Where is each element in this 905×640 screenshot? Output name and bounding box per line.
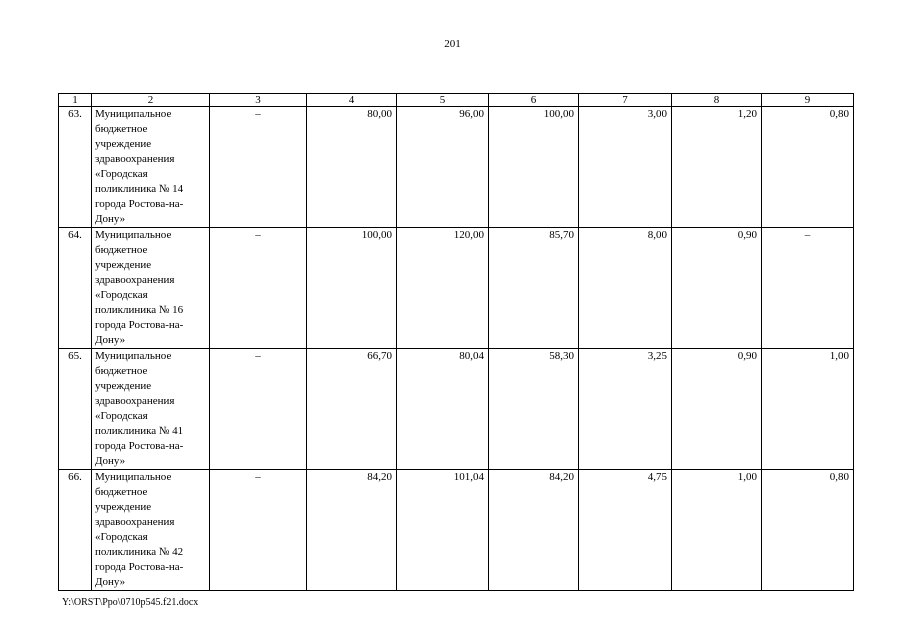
- table-row: [59, 228, 854, 349]
- table-row: [59, 107, 854, 228]
- table-cell: 3,00: [579, 107, 672, 228]
- table-cell: 80,04: [397, 349, 489, 470]
- table-cell: 4,75: [579, 470, 672, 591]
- table-cell: –: [210, 228, 307, 349]
- column-header: 1: [59, 94, 92, 107]
- table-cell: 58,30: [489, 349, 579, 470]
- table-cell: 1,00: [762, 349, 854, 470]
- table-cell: –: [210, 349, 307, 470]
- column-header: 8: [672, 94, 762, 107]
- institution-name: Муниципальное бюджетное учреждение здравоохранения «Городская поликлиника № 42 города Ростова-на-Дону»: [92, 470, 210, 591]
- page-number: 201: [444, 38, 461, 50]
- table-cell: –: [210, 107, 307, 228]
- table-cell: 1,00: [672, 470, 762, 591]
- table-cell: 0,90: [672, 349, 762, 470]
- table-cell: 0,90: [672, 228, 762, 349]
- table-cell: 101,04: [397, 470, 489, 591]
- column-header: 3: [210, 94, 307, 107]
- table-cell: 3,25: [579, 349, 672, 470]
- table-cell: 120,00: [397, 228, 489, 349]
- table-cell: 66,70: [307, 349, 397, 470]
- table-cell: 96,00: [397, 107, 489, 228]
- column-header: 7: [579, 94, 672, 107]
- table-cell: 1,20: [672, 107, 762, 228]
- table-row: [59, 470, 854, 591]
- institution-name: Муниципальное бюджетное учреждение здравоохранения «Городская поликлиника № 14 города Ростова-на-Дону»: [92, 107, 210, 228]
- table-cell: 84,20: [489, 470, 579, 591]
- row-number: 64.: [59, 228, 92, 349]
- table-cell: 80,00: [307, 107, 397, 228]
- row-number: 66.: [59, 470, 92, 591]
- column-header: 5: [397, 94, 489, 107]
- table-cell: 0,80: [762, 107, 854, 228]
- row-number: 65.: [59, 349, 92, 470]
- table-cell: –: [762, 228, 854, 349]
- table-cell: 100,00: [307, 228, 397, 349]
- table-cell: 85,70: [489, 228, 579, 349]
- data-table: [58, 93, 854, 591]
- table-cell: 100,00: [489, 107, 579, 228]
- table-cell: 0,80: [762, 470, 854, 591]
- institution-name: Муниципальное бюджетное учреждение здравоохранения «Городская поликлиника № 41 города Ростова-на-Дону»: [92, 349, 210, 470]
- table-cell: –: [210, 470, 307, 591]
- column-header: 4: [307, 94, 397, 107]
- column-header: 9: [762, 94, 854, 107]
- table-cell: 8,00: [579, 228, 672, 349]
- institution-name: Муниципальное бюджетное учреждение здравоохранения «Городская поликлиника № 16 города Ростова-на-Дону»: [92, 228, 210, 349]
- column-header: 6: [489, 94, 579, 107]
- row-number: 63.: [59, 107, 92, 228]
- table-cell: 84,20: [307, 470, 397, 591]
- document-file-path: Y:\ORST\Ppo\0710p545.f21.docx: [62, 597, 199, 608]
- table-row: [59, 349, 854, 470]
- header-row: [59, 94, 854, 107]
- column-header: 2: [92, 94, 210, 107]
